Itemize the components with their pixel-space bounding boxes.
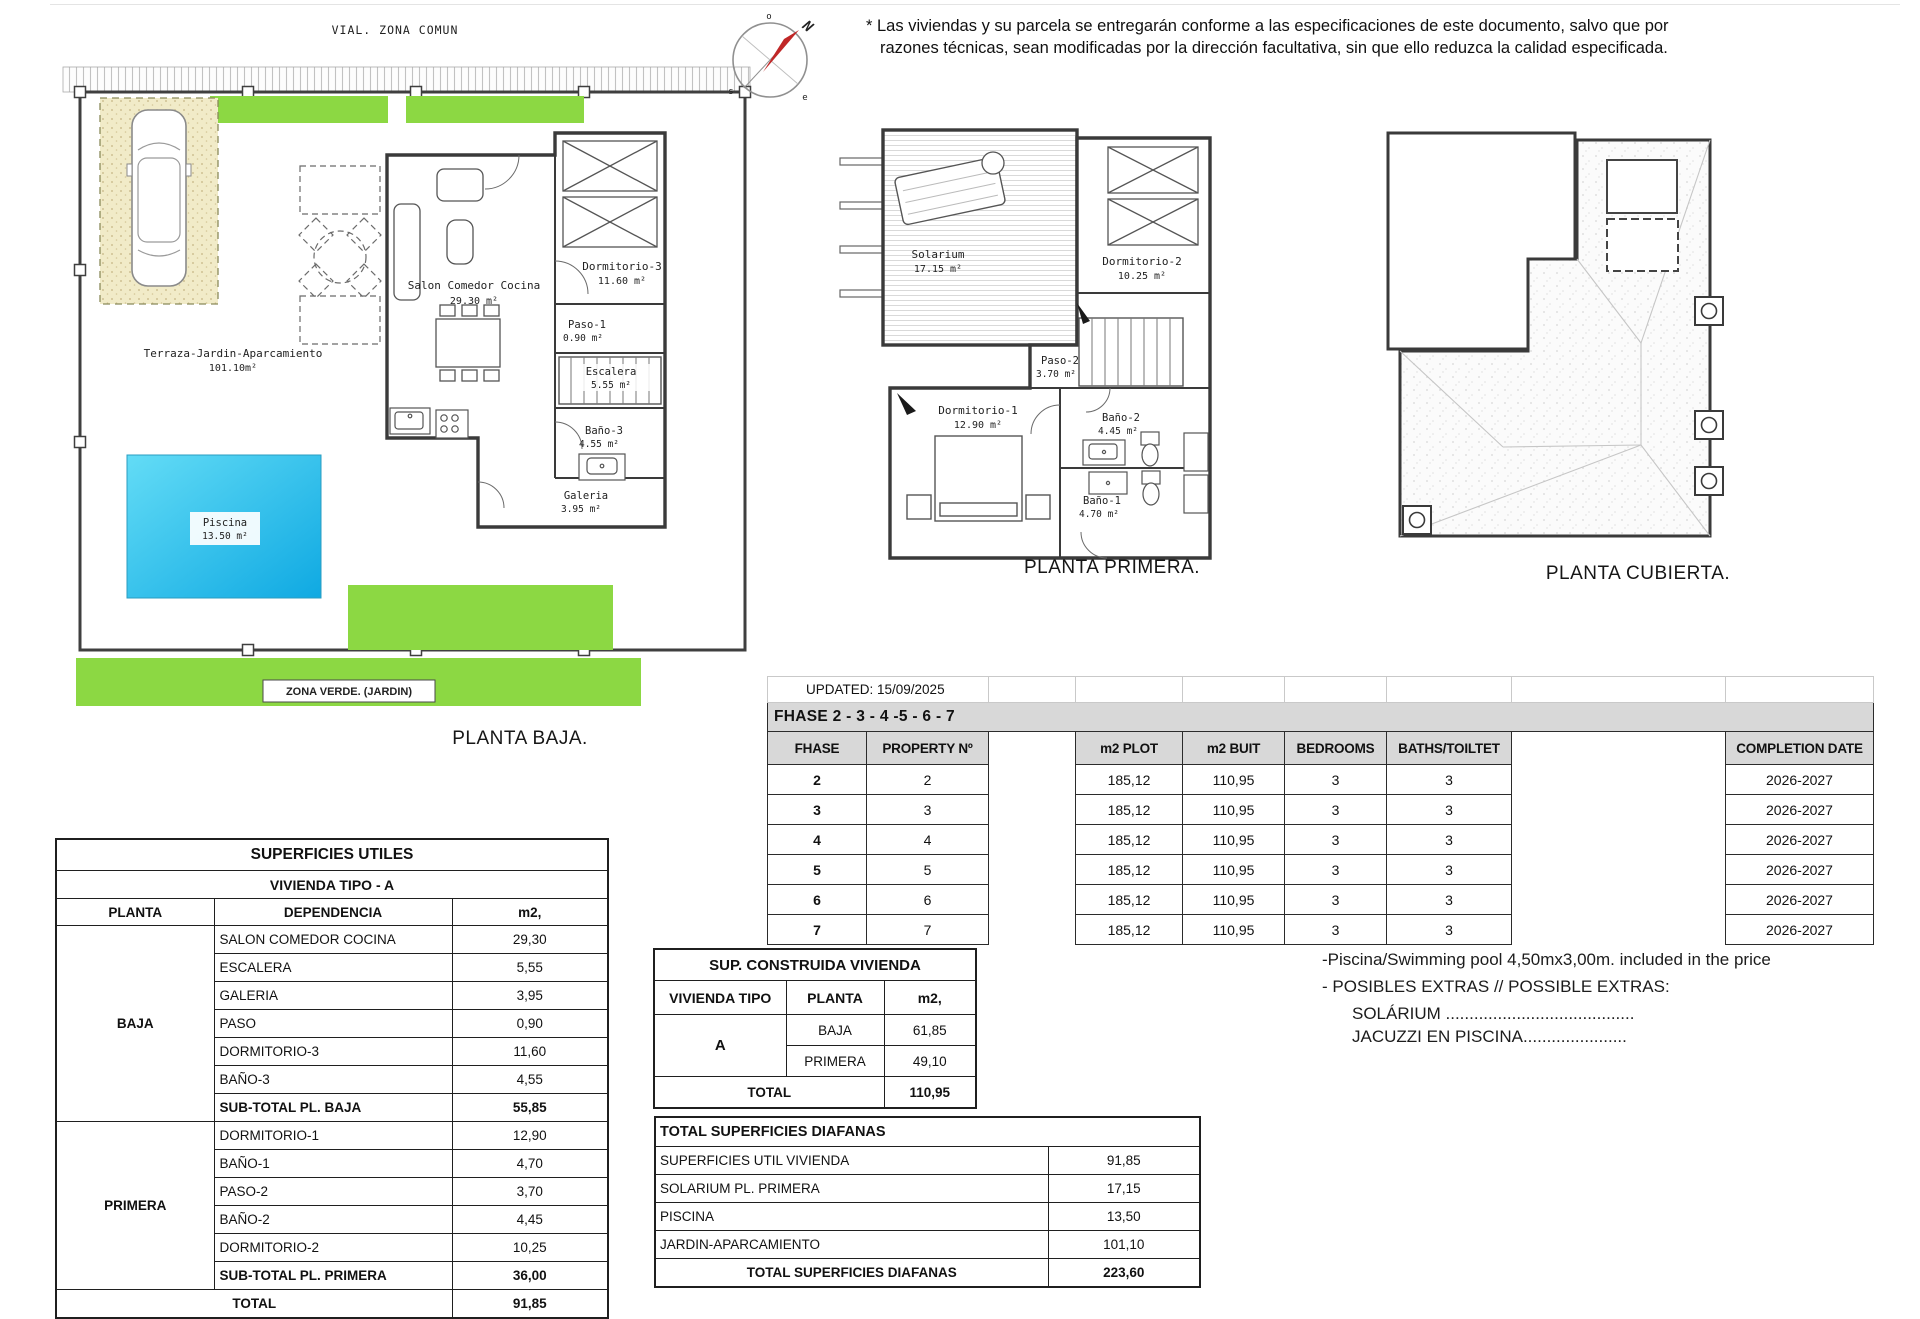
- cell-completion: 2026-2027: [1726, 825, 1874, 855]
- compass-south: s: [728, 87, 734, 97]
- compass-icon: [715, 10, 825, 112]
- cell-built: 110,95: [1183, 885, 1285, 915]
- col-built: m2 BUIT: [1183, 732, 1285, 765]
- solarium-area: 17.15 m²: [913, 264, 963, 275]
- ground-floor-plan: [38, 8, 750, 756]
- cell-bedrooms: 3: [1285, 795, 1387, 825]
- total-label: TOTAL: [56, 1290, 452, 1319]
- road-band: [63, 67, 750, 92]
- cell-plot: 185,12: [1076, 765, 1183, 795]
- cell-label: SOLARIUM PL. PRIMERA: [655, 1175, 1048, 1203]
- cell-m2: 29,30: [452, 926, 608, 954]
- col-baths: BATHS/TOILTET: [1387, 732, 1512, 765]
- cell-tipo: A: [654, 1015, 786, 1077]
- cell-baths: 3: [1387, 825, 1512, 855]
- side-table-icon: [982, 152, 1004, 174]
- table-row: [768, 915, 1874, 945]
- escalera-area: 5.55 m²: [590, 380, 632, 391]
- col-completion: COMPLETION DATE: [1726, 732, 1874, 765]
- parking-area: [100, 98, 218, 304]
- cell-dep: PASO-2: [214, 1178, 452, 1206]
- terrace-label: Terraza-Jardin-Aparcamiento: [143, 347, 323, 360]
- cell-m2: 4,55: [452, 1066, 608, 1094]
- col-tipo: VIVIENDA TIPO: [654, 981, 786, 1015]
- green-area-inner: [348, 585, 613, 650]
- green-strip-right: [406, 96, 584, 123]
- cell-plot: 185,12: [1076, 825, 1183, 855]
- cell-label: SUPERFICIES UTIL VIVIENDA: [655, 1147, 1048, 1175]
- col-planta: PLANTA: [56, 899, 214, 926]
- col-m2: m2,: [884, 981, 976, 1015]
- notes-block: [1322, 950, 1902, 1050]
- dorm2-label: Dormitorio-2: [1102, 255, 1182, 268]
- cell-fhase: 6: [768, 885, 867, 915]
- total-label: TOTAL SUPERFICIES DIAFANAS: [655, 1259, 1048, 1288]
- salon-area: 29.30 m²: [449, 296, 499, 307]
- dorm3-area: 11.60 m²: [597, 276, 647, 287]
- disclaimer-text: [866, 16, 1896, 60]
- cell-dep: GALERIA: [214, 982, 452, 1010]
- cell-fhase: 2: [768, 765, 867, 795]
- terrace-area: 101.10m²: [208, 363, 258, 374]
- plan-baja-title: PLANTA BAJA.: [452, 728, 588, 749]
- cell-m2: 12,90: [452, 1122, 608, 1150]
- cell-dep: DORMITORIO-2: [214, 1234, 452, 1262]
- cell-label: JARDIN-APARCAMIENTO: [655, 1231, 1048, 1259]
- sink-icon: [579, 454, 625, 480]
- paso2-area: 3.70 m²: [1035, 369, 1077, 380]
- cell-bedrooms: 3: [1285, 885, 1387, 915]
- header-row: [654, 981, 976, 1015]
- cell-m2: 5,55: [452, 954, 608, 982]
- cell-dep: BAÑO-2: [214, 1206, 452, 1234]
- cell-bedrooms: 3: [1285, 765, 1387, 795]
- table-row: [768, 855, 1874, 885]
- roof-body: [1388, 133, 1723, 536]
- cell-fhase: 4: [768, 825, 867, 855]
- table-row: [56, 1122, 608, 1150]
- pool-note: -Piscina/Swimming pool 4,50mx3,00m. included in the price: [1322, 950, 1771, 969]
- sup-construida-table: [653, 948, 977, 1109]
- cell-planta: BAJA: [786, 1015, 884, 1046]
- cell-dep: ESCALERA: [214, 954, 452, 982]
- table-title: TOTAL SUPERFICIES DIAFANAS: [655, 1117, 1200, 1147]
- total-value: 110,95: [884, 1077, 976, 1109]
- disclaimer-line-2: razones técnicas, sean modificadas por la dirección facultativa, sin que ello reduzca la calidad especificada.: [880, 38, 1668, 57]
- pool: [127, 455, 321, 598]
- cell-baths: 3: [1387, 885, 1512, 915]
- compass-west: o: [766, 12, 772, 22]
- cell-baths: 3: [1387, 855, 1512, 885]
- cell-property: 6: [867, 885, 989, 915]
- cell-built: 110,95: [1183, 765, 1285, 795]
- table-row: [768, 795, 1874, 825]
- cell-property: 4: [867, 825, 989, 855]
- escalera-label: Escalera: [585, 366, 637, 378]
- green-strip-left: [210, 96, 388, 123]
- cell-built: 110,95: [1183, 915, 1285, 945]
- col-fhase: FHASE: [768, 732, 867, 765]
- cell-dep: DORMITORIO-3: [214, 1038, 452, 1066]
- skylight: [1607, 160, 1677, 213]
- cell-m2: 3,70: [452, 1178, 608, 1206]
- balcony-rails: [840, 158, 883, 297]
- kitchen-icons: [390, 408, 468, 438]
- cell-bedrooms: 3: [1285, 855, 1387, 885]
- total-value: 223,60: [1048, 1259, 1200, 1288]
- col-property: PROPERTY Nº: [867, 732, 989, 765]
- disclaimer-line-1: * Las viviendas y su parcela se entregarán conforme a las especificaciones de este documento, salvo que por: [866, 17, 1669, 35]
- cell-m2: 11,60: [452, 1038, 608, 1066]
- updated-row: [768, 677, 1874, 703]
- first-floor-plan: [790, 103, 1260, 588]
- cell-dep: BAÑO-3: [214, 1066, 452, 1094]
- roof-plan: [1385, 113, 1815, 601]
- cell-m2: 13,50: [1048, 1203, 1200, 1231]
- pool-area: 13.50 m²: [202, 531, 248, 542]
- cell-bedrooms: 3: [1285, 825, 1387, 855]
- cell-m2: 101,10: [1048, 1231, 1200, 1259]
- svg-text:ZONA VERDE. (JARDIN): ZONA VERDE. (JARDIN): [285, 686, 413, 698]
- plan-cubierta-title: PLANTA CUBIERTA.: [1545, 563, 1731, 584]
- cell-completion: 2026-2027: [1726, 765, 1874, 795]
- page-edge-line: [50, 4, 1900, 5]
- cell-m2: 17,15: [1048, 1175, 1200, 1203]
- cell-fhase: 3: [768, 795, 867, 825]
- house-outline: [387, 133, 665, 527]
- patio-furniture: [299, 166, 381, 344]
- galeria-label: Galeria: [563, 490, 609, 502]
- cell-completion: 2026-2027: [1726, 885, 1874, 915]
- group-baja: BAJA: [56, 926, 214, 1122]
- cell-plot: 185,12: [1076, 855, 1183, 885]
- cell-baths: 3: [1387, 765, 1512, 795]
- cell-planta: PRIMERA: [786, 1046, 884, 1077]
- col-planta: PLANTA: [786, 981, 884, 1015]
- cell-dep: DORMITORIO-1: [214, 1122, 452, 1150]
- cell-m2: 10,25: [452, 1234, 608, 1262]
- cell-completion: 2026-2027: [1726, 855, 1874, 885]
- cell-property: 2: [867, 765, 989, 795]
- paso1-label: Paso-1: [568, 319, 606, 331]
- compass-needle: [763, 30, 799, 72]
- subtotal-value: 36,00: [452, 1262, 608, 1290]
- cell-built: 110,95: [1183, 855, 1285, 885]
- cell-completion: 2026-2027: [1726, 915, 1874, 945]
- total-row: [655, 1259, 1200, 1288]
- phase-band: FHASE 2 - 3 - 4 -5 - 6 - 7: [768, 703, 1874, 732]
- solarium-label: Solarium: [911, 248, 965, 261]
- cell-plot: 185,12: [1076, 915, 1183, 945]
- bano1-area: 4.70 m²: [1078, 509, 1120, 520]
- table-row: [56, 926, 608, 954]
- subtotal-value: 55,85: [452, 1094, 608, 1122]
- cell-m2: 61,85: [884, 1015, 976, 1046]
- diafanas-table: [654, 1116, 1201, 1288]
- superficies-utiles-table: [55, 838, 609, 1319]
- bano2-area: 4.45 m²: [1097, 426, 1139, 437]
- cell-m2: 4,45: [452, 1206, 608, 1234]
- cell-label: PISCINA: [655, 1203, 1048, 1231]
- subtotal-label: SUB-TOTAL PL. PRIMERA: [214, 1262, 452, 1290]
- table-title: SUP. CONSTRUIDA VIVIENDA: [654, 949, 976, 981]
- paso1-area: 0.90 m²: [562, 333, 604, 344]
- cell-fhase: 5: [768, 855, 867, 885]
- cell-dep: SALON COMEDOR COCINA: [214, 926, 452, 954]
- table-row: [768, 885, 1874, 915]
- table-row: [655, 1147, 1200, 1175]
- solarium: [883, 130, 1077, 345]
- cell-plot: 185,12: [1076, 885, 1183, 915]
- galeria-area: 3.95 m²: [560, 504, 602, 515]
- group-primera: PRIMERA: [56, 1122, 214, 1290]
- table-row: [768, 765, 1874, 795]
- subtotal-label: SUB-TOTAL PL. BAJA: [214, 1094, 452, 1122]
- extra-solarium: SOLÁRIUM ........................................: [1352, 1004, 1635, 1023]
- bano3-label: Baño-3: [585, 425, 623, 437]
- cell-built: 110,95: [1183, 825, 1285, 855]
- extra-jacuzzi: JACUZZI EN PISCINA......................: [1352, 1027, 1627, 1046]
- bano3-area: 4.55 m²: [578, 439, 620, 450]
- cell-dep: PASO: [214, 1010, 452, 1038]
- table-row: [768, 825, 1874, 855]
- green-zone-tag: [263, 680, 435, 702]
- col-m2: m2,: [452, 899, 608, 926]
- pool-label: Piscina: [202, 517, 248, 529]
- total-row: [56, 1290, 608, 1319]
- table-row: [655, 1175, 1200, 1203]
- header-row: [56, 899, 608, 926]
- dorm1-label: Dormitorio-1: [938, 404, 1018, 417]
- total-label: TOTAL: [654, 1077, 884, 1109]
- cell-m2: 91,85: [1048, 1147, 1200, 1175]
- col-plot: m2 PLOT: [1076, 732, 1183, 765]
- car-icon: [127, 110, 191, 286]
- bano2-label: Baño-2: [1102, 412, 1140, 424]
- phase-band-row: [768, 703, 1874, 732]
- cell-m2: 0,90: [452, 1010, 608, 1038]
- cell-property: 5: [867, 855, 989, 885]
- cell-completion: 2026-2027: [1726, 795, 1874, 825]
- cell-plot: 185,12: [1076, 795, 1183, 825]
- cell-dep: BAÑO-1: [214, 1150, 452, 1178]
- col-bedrooms: BEDROOMS: [1285, 732, 1387, 765]
- updated-label: UPDATED: 15/09/2025: [768, 677, 989, 703]
- dorm3-label: Dormitorio-3: [582, 260, 662, 273]
- stairs-icon: [1079, 318, 1183, 386]
- phase-header-row: [768, 732, 1874, 765]
- cell-bedrooms: 3: [1285, 915, 1387, 945]
- cell-m2: 49,10: [884, 1046, 976, 1077]
- compass-north: N: [799, 17, 816, 36]
- cell-m2: 4,70: [452, 1150, 608, 1178]
- salon-label: Salon Comedor Cocina: [407, 279, 541, 292]
- dorm1-area: 12.90 m²: [953, 420, 1003, 431]
- cell-property: 3: [867, 795, 989, 825]
- cell-property: 7: [867, 915, 989, 945]
- plan-primera-title: PLANTA PRIMERA.: [1023, 557, 1201, 578]
- total-value: 91,85: [452, 1290, 608, 1319]
- total-row: [654, 1077, 976, 1109]
- cell-fhase: 7: [768, 915, 867, 945]
- cell-baths: 3: [1387, 915, 1512, 945]
- bano1-label: Baño-1: [1083, 495, 1121, 507]
- cell-built: 110,95: [1183, 795, 1285, 825]
- table-row: [655, 1203, 1200, 1231]
- table-row: [654, 1015, 976, 1046]
- table-subtitle: VIVIENDA TIPO - A: [56, 871, 608, 899]
- extras-title: - POSIBLES EXTRAS // POSSIBLE EXTRAS:: [1322, 977, 1670, 996]
- col-dependencia: DEPENDENCIA: [214, 899, 452, 926]
- table-row: [655, 1231, 1200, 1259]
- cell-m2: 3,95: [452, 982, 608, 1010]
- cell-baths: 3: [1387, 795, 1512, 825]
- paso2-label: Paso-2: [1041, 355, 1079, 367]
- dorm2-area: 10.25 m²: [1117, 271, 1167, 282]
- skylight: [1607, 219, 1678, 271]
- compass-east: e: [802, 93, 808, 103]
- phase-table: [767, 676, 1874, 945]
- table-title: SUPERFICIES UTILES: [56, 839, 608, 871]
- street-label: VIAL. ZONA COMUN: [331, 23, 459, 37]
- dining-table-icon: [436, 305, 500, 381]
